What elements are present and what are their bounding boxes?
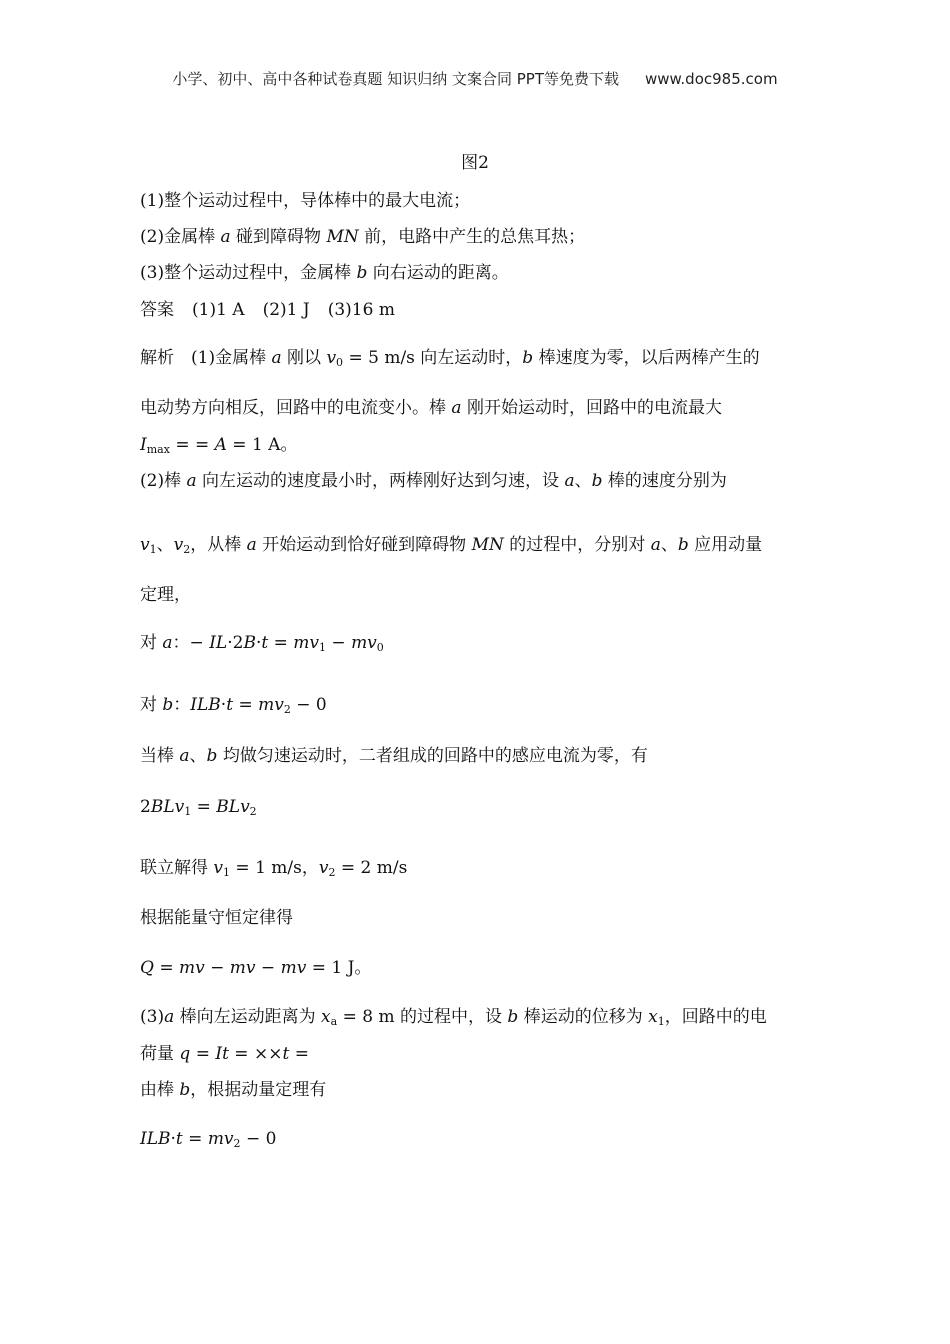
header-text: 小学、初中、高中各种试卷真题 知识归纳 文案合同 PPT等免费下载 — [172, 70, 619, 88]
analysis-line-2: 电动势方向相反，回路中的电流变小。棒 a 刚开始运动时，回路中的电流最大 — [140, 398, 722, 418]
equation-emf: 2BLv$_1$ = BLv$_2$ — [140, 797, 257, 818]
equation-momentum-b: $ILB\cdot t = mv_2 - 0$ — [140, 1129, 277, 1150]
analysis-line-4: (2)棒 a 向左运动的速度最小时，两棒刚好达到匀速，设 a、b 棒的速度分别为 — [140, 471, 727, 491]
analysis-line-15: 荷量 q = It = ××t = — [140, 1044, 309, 1064]
question-3: (3)整个运动过程中，金属棒 b 向右运动的距离。 — [140, 263, 509, 283]
answer-3: (3)16 m — [327, 300, 395, 320]
equation-b: 对 b：$ILB\cdot t = mv_2 - 0$ — [140, 695, 327, 716]
answer-label: 答案 — [140, 300, 174, 320]
question-1: (1)整个运动过程中，导体棒中的最大电流； — [140, 191, 471, 211]
answer-1: (1)1 A — [192, 300, 245, 320]
figure-caption: 图2 — [461, 153, 489, 173]
analysis-line-11: 联立解得 $v_1 = 1$ m/s，$v_2 = 2$ m/s — [140, 858, 408, 879]
analysis-line-14: (3)a 棒向左运动距离为 $x_a = 8$ m 的过程中，设 b 棒运动的位移为 $x_1$，回路中的电 — [140, 1007, 767, 1028]
equation-a: 对 a：− $IL\cdot 2B\cdot t = mv_1 - mv_0$ — [140, 633, 384, 654]
analysis-line-16: 由棒 b，根据动量定理有 — [140, 1080, 327, 1100]
answer-line — [140, 299, 395, 321]
analysis-line-12: 根据能量守恒定律得 — [140, 908, 293, 928]
analysis-line-1: 解析 (1)金属棒 a 刚以 $v_0 = 5$ m/s 向左运动时，b 棒速度为零，以后两棒产生的 — [140, 348, 760, 369]
page-header — [0, 68, 950, 89]
analysis-line-5: $v_1$、$v_2$，从棒 a 开始运动到恰好碰到障碍物 MN 的过程中，分别对 a、b 应用动量 — [140, 535, 763, 556]
answer-2: (2)1 J — [262, 300, 310, 320]
header-site-link[interactable]: www.doc985.com — [644, 70, 778, 88]
analysis-line-3: $I_{max}$ = = A = 1 A。 — [140, 435, 298, 456]
equation-energy: Q = mv − mv − mv = 1 J。 — [140, 958, 372, 978]
analysis-line-9: 当棒 a、b 均做匀速运动时，二者组成的回路中的感应电流为零，有 — [140, 746, 648, 766]
analysis-line-6: 定理， — [140, 585, 191, 605]
question-2: (2)金属棒 a 碰到障碍物 MN 前，电路中产生的总焦耳热； — [140, 227, 586, 247]
